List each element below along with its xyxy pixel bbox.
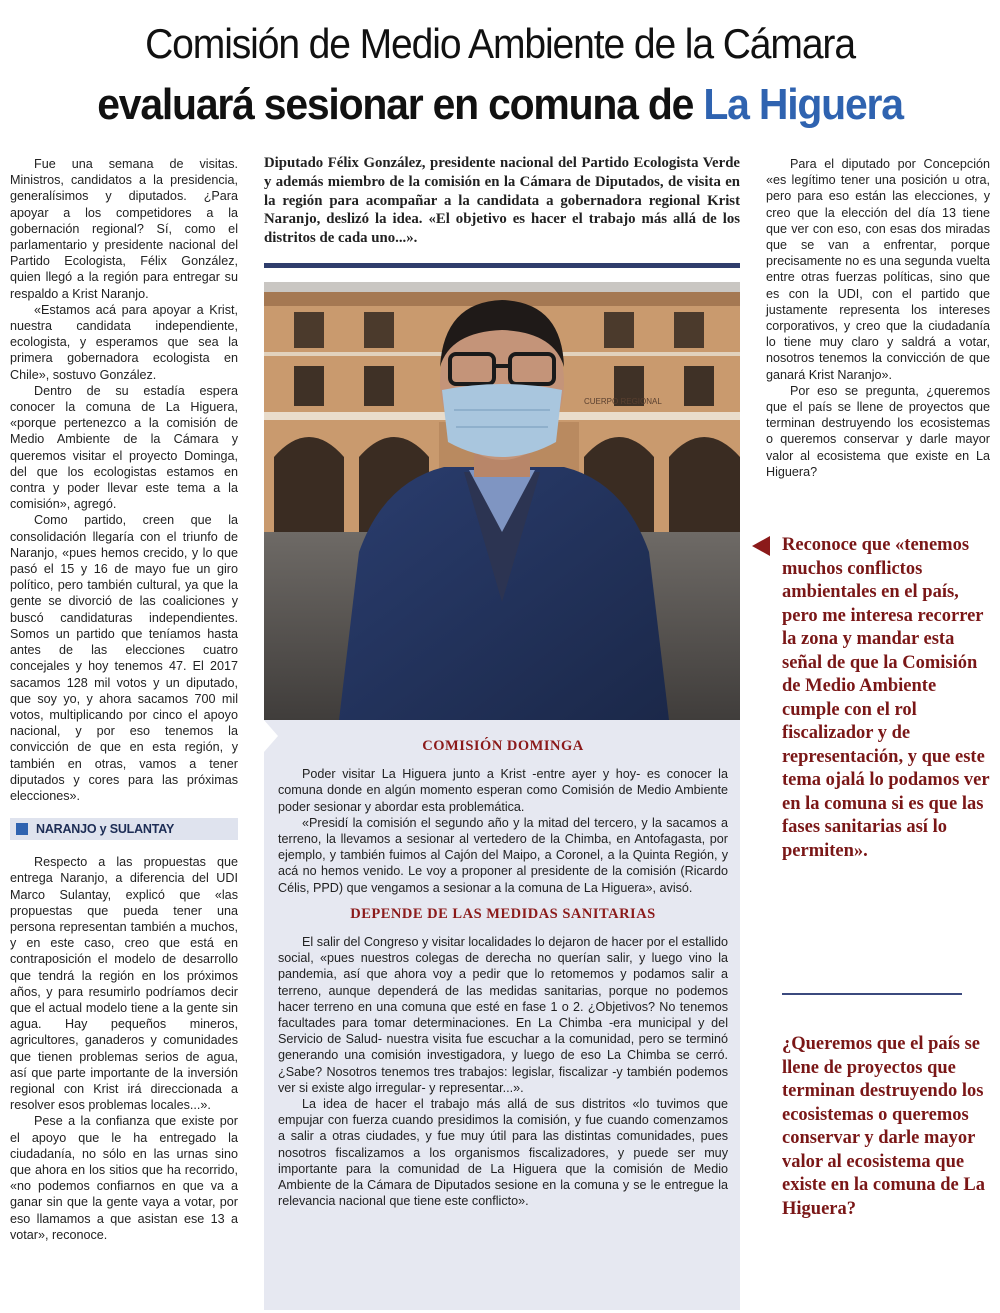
box-paragraph: La idea de hacer el trabajo más allá de sus distritos «lo tuvimos que empujar con fuerza cuando presidimos la comisión, y fue cuando comenzamos a salir a otras ciudades, y fue muy útil para las distintas comunidades, pues nosotros fiscalizamos a los organismos fiscalizadores, y puede ser muy importante para la comunidad de La Higuera que la comisión de Medio Ambiente de la Cámara de Diputados sesione en la comuna y se le entregue la relevancia nacional que tiene este conflicto».: [278, 1097, 728, 1209]
right-paragraph: Por eso se pregunta, ¿queremos que el país se llene de proyectos que terminan destruyendo los ecosistemas o queremos conservar y darle mayor valor al ecosistema que existe en La Higuera?: [766, 383, 990, 479]
quote-divider: [782, 993, 962, 995]
box-notch: [264, 720, 278, 752]
square-bullet-icon: [16, 823, 28, 835]
left-paragraph: Dentro de su estadía espera conocer la comuna de La Higuera, «porque pertenezco a la comisión de Medio Ambiente de la Cámara y queremos visitar el proyecto Dominga, del que los ecologistas estamos en contra y poder llevar este tema a la comisión», agregó.: [10, 383, 238, 512]
left-paragraph: Como partido, creen que la consolidación llegaría con el triunfo de Naranjo, «pues hemos crecido, y lo que pasó el 15 y 16 de mayo fue un giro político, pero también cultural, ya que la gente se divorció de las coaliciones y buscó candidaturas independientes. Somos un partido que teníamos hasta antes de las elecciones cuatro concejales y hoy tenemos 47. El 2017 sacamos 128 mil votos y un diputado, que soy yo, y ahora sacamos 700 mil votos, multiplicando por cinco el apoyo nacional, y por eso tenemos la convicción de que en esta región, y también en otras, vamos a tener diputados y cores para las próximas elecciones».: [10, 513, 238, 803]
left-paragraph: «Estamos acá para apoyar a Krist, nuestra candidata independiente, ecologista, y esperamos que sea la primera gobernadora ecologista en Chile», sostuvo González.: [10, 302, 238, 382]
left-paragraph: Fue una semana de visitas. Ministros, candidatos a la presidencia, generalísimos y diputados. ¿Para apoyar a los competidores a la gobernación regional? Sí, como el parlamentario y presidente nacional del Partido Ecologista, Félix González, quien llegó a la región para entregar su respaldo a Krist Naranjo.: [10, 157, 238, 301]
box-paragraph: El salir del Congreso y visitar localidades lo dejaron de hacer por el estallido social, «pues nuestros colegas de derecha no querían salir, y luego vino la pandemia, así que ahora voy a pedir que lo retomemos y podamos salir a terreno, aunque dependerá de las medidas sanitarias, porque no podemos hacer terreno en una comuna que esté en fase 1 o 2. ¿Objetivos? No tenemos facultades para tomar determinaciones. En La Chimba -era municipal y del Servicio de Salud- nuestra visita fue escuchar a la comunidad, pero se terminó generando una comisión investigadora, y luego de eso La Chimba se cerró. ¿Sabe? Nosotros tenemos tres trabajos: legislar, fiscalizar -y también podemos ver si existe algo irregular- y representar...».: [278, 935, 728, 1095]
quote-arrow-icon: [752, 536, 770, 556]
right-paragraph: Para el diputado por Concepción «es legítimo tener una posición u otra, pero para eso están las elecciones, y creo que la elección del día 13 tiene que ver con eso, con esas dos miradas que se van a enfrentar, porque precisamente no es una segunda vuelta entre otras fuerzas políticas, sino que es con la UDI, con el partido que justamente representa los intereses corporativos, y creo que la ciudadanía lo tiene muy claro y saldrá a votar, nosotros tenemos la convicción de que ganará Krist Naranjo».: [766, 157, 990, 382]
sidebar-box-content: [278, 728, 728, 1209]
headline-prefix: evaluará sesionar en comuna de: [97, 80, 704, 129]
right-column: [766, 156, 990, 480]
left-column: [10, 156, 238, 1243]
photo-diputado: [264, 282, 740, 720]
building-sign-text: CUERPO REGIONAL: [584, 397, 662, 406]
box-paragraph: Poder visitar La Higuera junto a Krist -entre ayer y hoy- es conocer la comuna donde en algún momento esperan como Comisión de Medio Ambiente poder sesionar y abordar esta problemática.: [278, 767, 728, 814]
box-title-comision-dominga: COMISIÓN DOMINGA: [422, 738, 584, 754]
photo-illustration: [264, 282, 740, 720]
lead-paragraph: Diputado Félix González, presidente nacional del Partido Ecologista Verde y además miembro de la comisión en la Cámara de Diputados, de visita en la región para acompañar a la candidata a gobernadora regional Krist Naranjo, deslizó la idea. «El objetivo es hacer el trabajo más allá de los distritos de cada uno...».: [264, 155, 740, 247]
left-paragraph: Pese a la confianza que existe por el apoyo que le ha entregado la ciudadanía, no sólo en las urnas sino que ahora en los sitios que ha recorrido, «no podemos confiarnos en que va a ganar sin que la gente vaya a votar, por eso llamamos a que asistan ese 13 a votar», reconoce.: [10, 1114, 238, 1242]
headline-accent: La Higuera: [703, 80, 903, 129]
pull-quote-2: ¿Queremos que el país se llene de proyectos que terminan destruyendo los ecosistemas o queremos conservar y darle mayor valor al ecosistema que existe en la comuna de La Higuera?: [782, 1034, 985, 1219]
lead-divider: [264, 263, 740, 268]
box-title-medidas-sanitarias: DEPENDE DE LAS MEDIDAS SANITARIAS: [350, 905, 656, 922]
subhead-naranjo-sulantay: [10, 818, 238, 840]
box-paragraph: «Presidí la comisión el segundo año y la mitad del tercero, y la sacamos a terreno, la llevamos a sesionar al vertedero de la Chimba, en Antofagasta, por ejemplo, y también fuimos al Cajón del Maipo, a Coronel, a la Quinta Región, y acá no hemos venido. Le voy a proponer al presidente de la comisión (Ricardo Célis, PPD) que vengamos a sesionar a la comuna de La Higuera», avisó.: [278, 815, 728, 895]
pull-quote-1: Reconoce que «tenemos muchos conflictos ambientales en el país, pero me interesa recorrer la zona y mandar esta señal de que la Comisión de Medio Ambiente cumple con el rol fiscalizador y de representación, y que este tema ojalá lo podamos ver en la comuna si es que las fases sanitarias así lo permiten».: [782, 535, 990, 861]
headline-line-2: [35, 80, 965, 130]
left-paragraph: Respecto a las propuestas que entrega Naranjo, a diferencia del UDI Marco Sulantay, explicó que «las propuestas que pueda tener una persona representan también a muchos, y en este caso, creo que está en contraposición el modelo de desarrollo que tendrá la región en los próximos años, y para resumirlo podríamos decir que el actual modelo tiene a la gente sin agua. Hay pequeños mineros, agricultores, ganaderos y comunidades que tienen problemas serios de agua, así que parte importante de la inversión regional con Krist irá direccionada a resolver esos problemas locales...».: [10, 855, 238, 1113]
subhead-label: NARANJO y SULANTAY: [36, 822, 175, 837]
headline-line-1: Comisión de Medio Ambiente de la Cámara: [145, 20, 855, 67]
